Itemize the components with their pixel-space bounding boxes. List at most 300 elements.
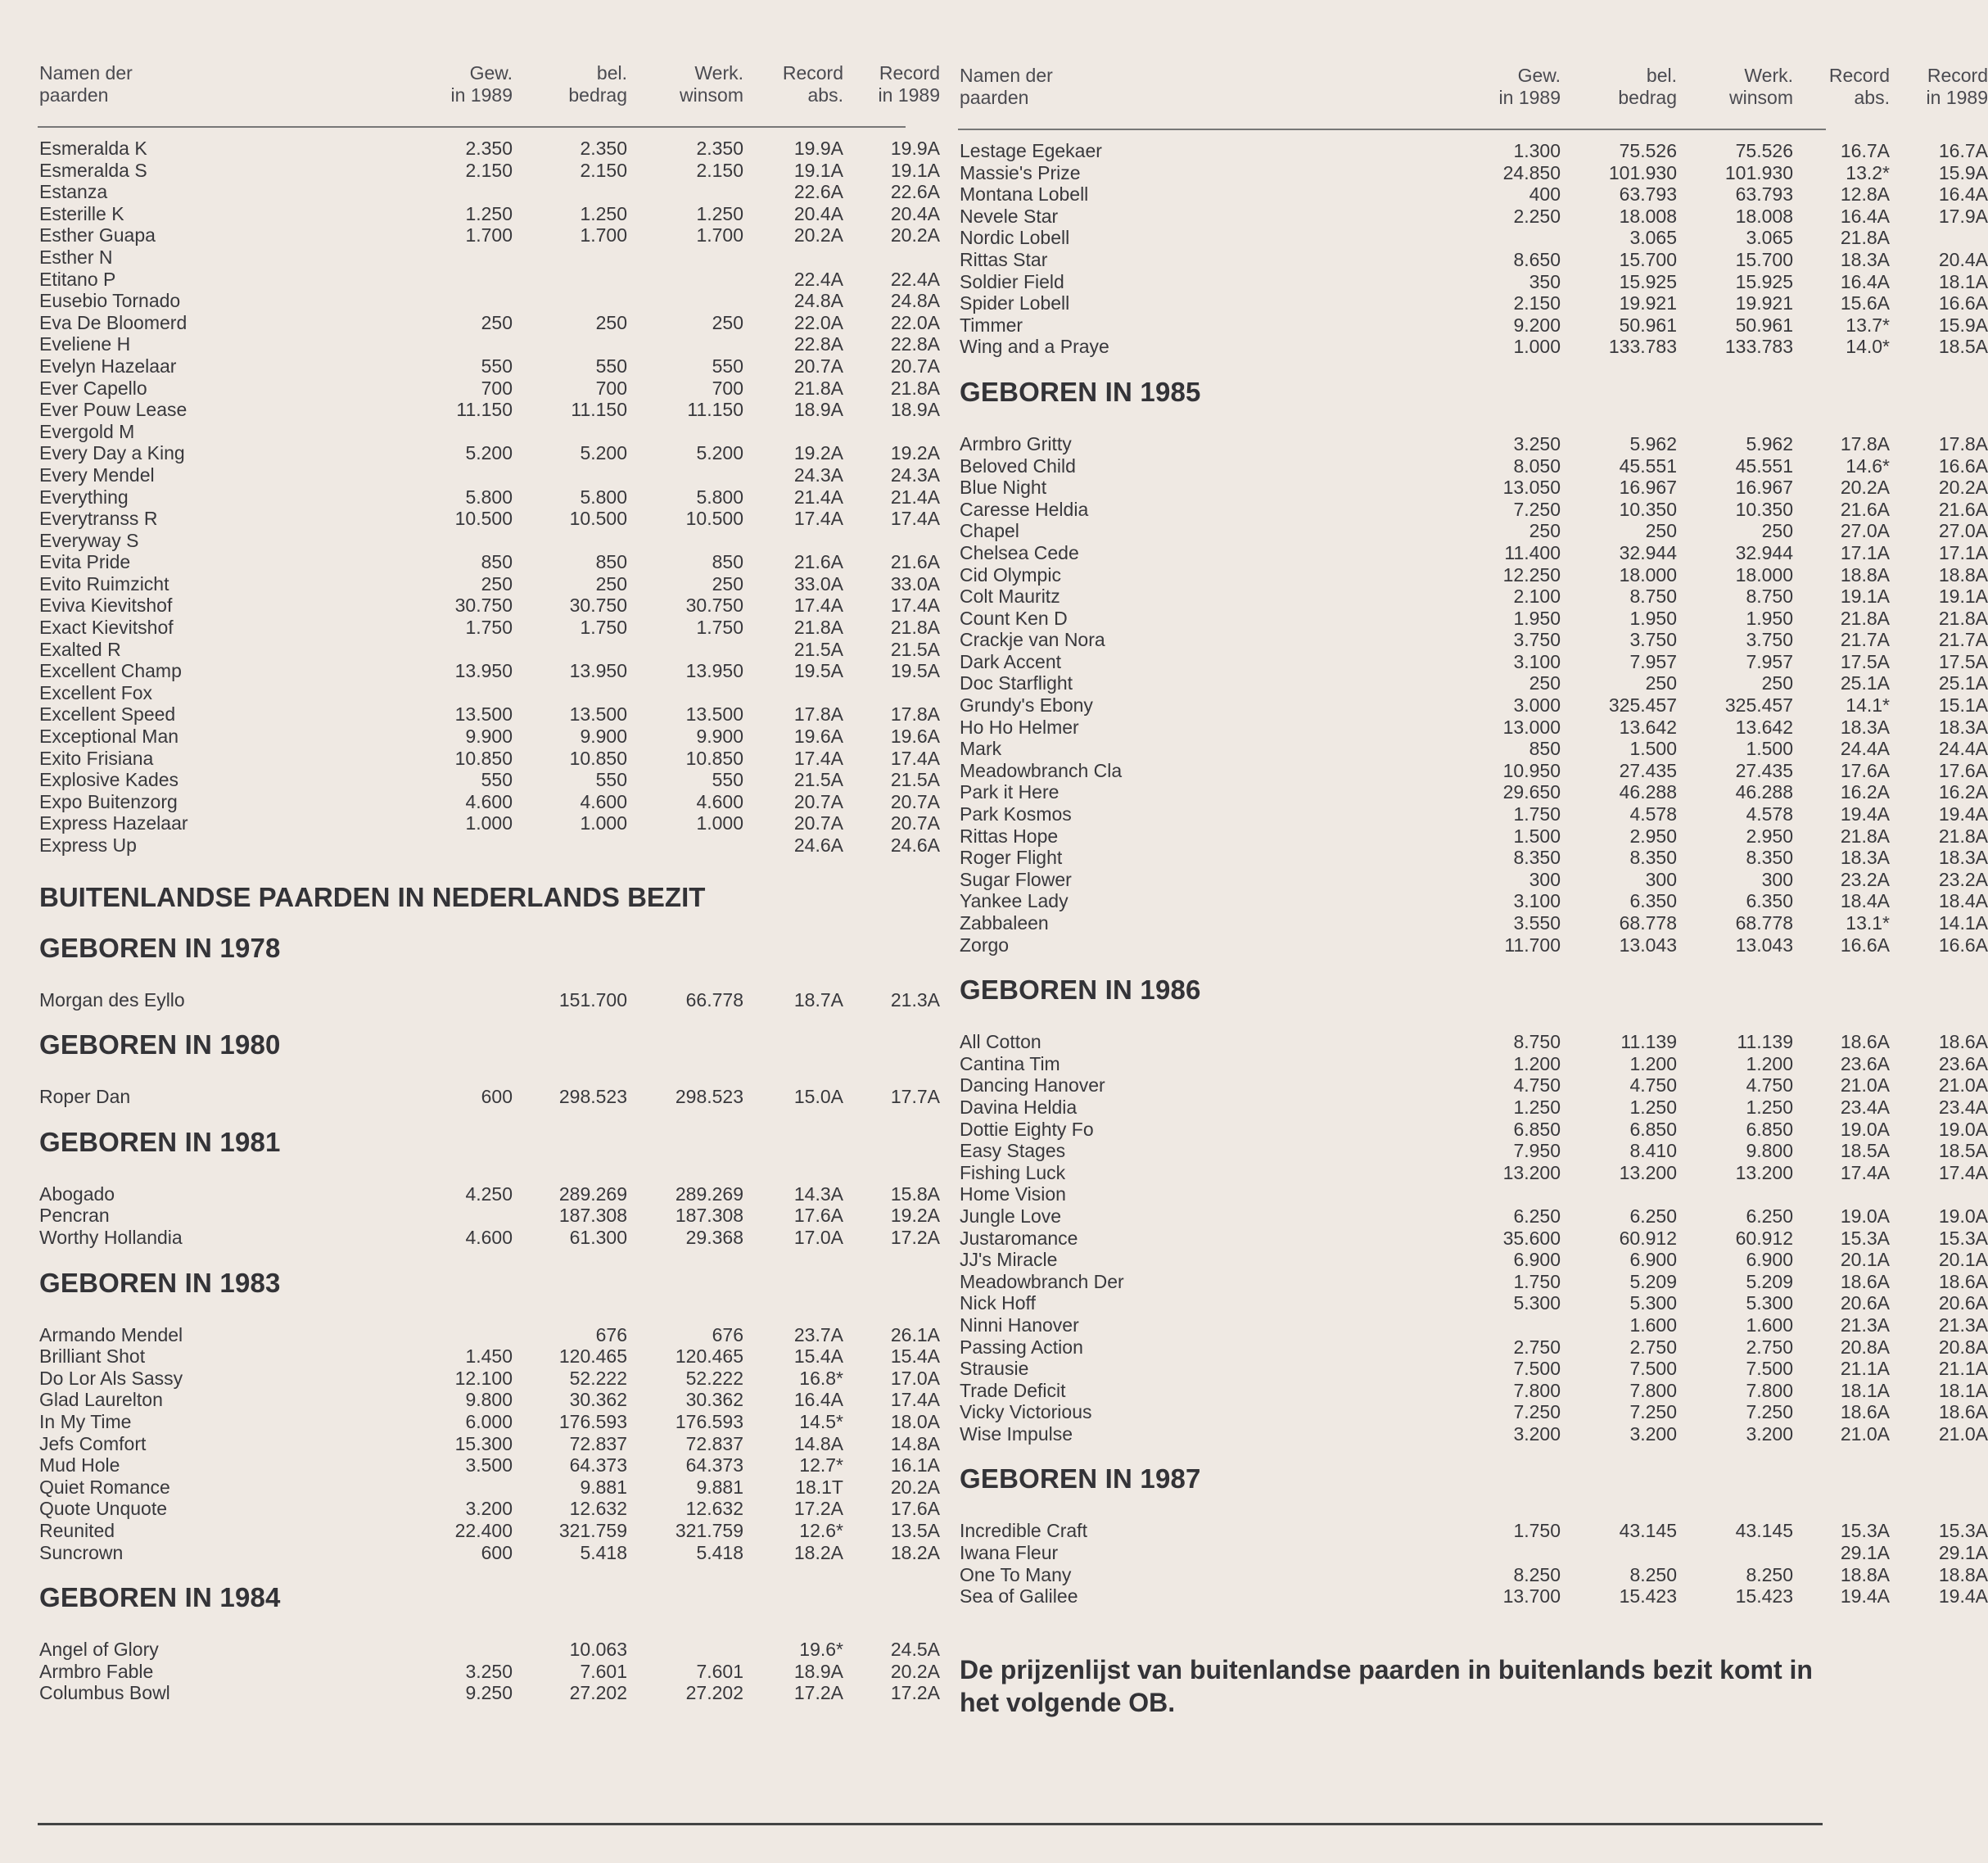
horse-name: Evito Ruimzicht bbox=[39, 572, 169, 595]
bel-bedrag: 298.523 bbox=[558, 1086, 627, 1108]
table-row bbox=[958, 1563, 1988, 1586]
werk-winsom: 19.921 bbox=[1735, 292, 1793, 314]
werk-winsom: 250 bbox=[1761, 672, 1793, 694]
record-1989: 17.2A bbox=[890, 1226, 940, 1248]
header-bel: bel. bedrag bbox=[568, 62, 627, 106]
horse-name: Zabbaleen bbox=[960, 912, 1049, 934]
werk-winsom: 550 bbox=[712, 769, 743, 791]
horse-name: Explosive Kades bbox=[39, 769, 179, 791]
bel-bedrag: 133.783 bbox=[1608, 336, 1677, 358]
horse-name: Armbro Gritty bbox=[960, 432, 1072, 454]
table-row bbox=[38, 224, 940, 246]
record-abs: 21.7A bbox=[1840, 629, 1890, 651]
record-abs: 17.4A bbox=[1840, 1161, 1890, 1183]
record-1989: 21.8A bbox=[890, 377, 940, 399]
horse-name: Every Day a King bbox=[39, 442, 185, 464]
bel-bedrag: 15.700 bbox=[1619, 248, 1677, 270]
record-abs: 17.8A bbox=[1840, 432, 1890, 454]
bel-bedrag: 43.145 bbox=[1619, 1520, 1677, 1542]
table-row bbox=[958, 1585, 1988, 1608]
gew-1989: 3.250 bbox=[1513, 432, 1561, 454]
gew-1989: 1.700 bbox=[465, 224, 513, 246]
horse-name: In My Time bbox=[39, 1410, 132, 1432]
record-abs: 19.2A bbox=[793, 442, 843, 464]
header-bel: bel. bedrag bbox=[1618, 65, 1677, 108]
record-1989: 17.8A bbox=[890, 703, 940, 726]
table-row bbox=[38, 1410, 940, 1433]
record-1989: 15.9A bbox=[1938, 161, 1988, 183]
werk-winsom: 9.800 bbox=[1746, 1140, 1793, 1162]
werk-winsom: 30.362 bbox=[685, 1389, 743, 1411]
werk-winsom: 13.500 bbox=[685, 703, 743, 726]
record-1989: 19.4A bbox=[1938, 1585, 1988, 1608]
record-abs: 19.1A bbox=[1840, 586, 1890, 608]
header-record-abs: Record abs. bbox=[1828, 65, 1890, 108]
record-abs: 19.4A bbox=[1840, 803, 1890, 825]
horse-name: Armando Mendel bbox=[39, 1323, 183, 1345]
horse-name: Sugar Flower bbox=[960, 868, 1072, 890]
table-row bbox=[38, 769, 940, 791]
record-1989: 24.3A bbox=[890, 463, 940, 486]
bel-bedrag: 550 bbox=[595, 769, 627, 791]
gew-1989: 10.500 bbox=[454, 508, 513, 530]
record-1989: 14.8A bbox=[890, 1432, 940, 1454]
horse-name: Esmeralda S bbox=[39, 159, 147, 181]
record-abs: 15.3A bbox=[1840, 1520, 1890, 1542]
horse-name: Excellent Speed bbox=[39, 703, 176, 726]
record-1989: 21.8A bbox=[1938, 825, 1988, 847]
gew-1989: 1.950 bbox=[1513, 607, 1561, 629]
record-abs: 19.1A bbox=[793, 159, 843, 181]
horse-name: Beloved Child bbox=[960, 454, 1076, 477]
werk-winsom: 45.551 bbox=[1735, 454, 1793, 477]
record-abs: 17.1A bbox=[1840, 541, 1890, 563]
bel-bedrag: 325.457 bbox=[1608, 694, 1677, 717]
table-row bbox=[38, 572, 940, 595]
horse-name: Exceptional Man bbox=[39, 726, 179, 748]
gew-1989: 8.750 bbox=[1513, 1031, 1561, 1053]
gew-1989: 9.800 bbox=[465, 1389, 513, 1411]
record-1989: 21.5A bbox=[890, 638, 940, 660]
record-1989: 26.1A bbox=[890, 1323, 940, 1345]
bel-bedrag: 250 bbox=[1645, 520, 1677, 542]
werk-winsom: 16.967 bbox=[1735, 477, 1793, 499]
record-abs: 18.1T bbox=[795, 1476, 843, 1498]
record-1989: 22.4A bbox=[890, 268, 940, 290]
table-row bbox=[38, 1205, 940, 1227]
bel-bedrag: 5.209 bbox=[1629, 1270, 1677, 1292]
record-1989: 21.8A bbox=[890, 617, 940, 639]
table-row bbox=[38, 1639, 940, 1661]
horse-name: Cantina Tim bbox=[960, 1052, 1060, 1074]
table-row bbox=[958, 1314, 1988, 1336]
gew-1989: 3.550 bbox=[1513, 912, 1561, 934]
horse-name: Express Hazelaar bbox=[39, 812, 188, 834]
werk-winsom: 3.065 bbox=[1746, 227, 1793, 249]
werk-winsom: 50.961 bbox=[1735, 314, 1793, 336]
bel-bedrag: 300 bbox=[1645, 868, 1677, 890]
record-abs: 17.6A bbox=[1840, 759, 1890, 781]
werk-winsom: 10.350 bbox=[1735, 498, 1793, 520]
record-1989: 20.2A bbox=[890, 224, 940, 246]
record-1989: 18.8A bbox=[1938, 1563, 1988, 1585]
record-abs: 17.4A bbox=[793, 747, 843, 769]
table-row bbox=[38, 246, 906, 269]
horse-name: Dottie Eighty Fo bbox=[960, 1118, 1094, 1140]
bel-bedrag: 75.526 bbox=[1619, 140, 1677, 161]
gew-1989: 22.400 bbox=[454, 1519, 513, 1541]
bel-bedrag: 850 bbox=[595, 551, 627, 573]
horse-name: Ninni Hanover bbox=[960, 1314, 1079, 1336]
horse-name: Expo Buitenzorg bbox=[39, 790, 178, 812]
record-1989: 24.5A bbox=[890, 1639, 940, 1661]
horse-name: Etitano P bbox=[39, 268, 116, 290]
werk-winsom: 7.500 bbox=[1746, 1358, 1793, 1380]
horse-name: Blue Night bbox=[960, 477, 1047, 499]
record-abs: 29.1A bbox=[1840, 1542, 1890, 1564]
bel-bedrag: 6.350 bbox=[1629, 890, 1677, 912]
horse-name: JJ's Miracle bbox=[960, 1249, 1058, 1271]
table-row bbox=[38, 399, 940, 421]
werk-winsom: 8.350 bbox=[1746, 847, 1793, 869]
header-rule bbox=[958, 129, 1826, 130]
table-row bbox=[38, 1476, 940, 1499]
bottom-rule bbox=[38, 1823, 1823, 1825]
record-abs: 12.8A bbox=[1840, 183, 1890, 206]
record-1989: 15.8A bbox=[890, 1182, 940, 1205]
record-abs: 17.8A bbox=[793, 703, 843, 726]
gew-1989: 1.250 bbox=[1513, 1096, 1561, 1118]
bel-bedrag: 19.921 bbox=[1619, 292, 1677, 314]
gew-1989: 2.100 bbox=[1513, 586, 1561, 608]
record-abs: 21.0A bbox=[1840, 1422, 1890, 1445]
horse-name: Express Up bbox=[39, 834, 137, 856]
gew-1989: 13.050 bbox=[1502, 477, 1561, 499]
table-row bbox=[958, 890, 1988, 912]
bel-bedrag: 68.778 bbox=[1619, 912, 1677, 934]
bel-bedrag: 5.418 bbox=[580, 1541, 627, 1563]
record-1989: 20.7A bbox=[890, 812, 940, 834]
werk-winsom: 7.800 bbox=[1746, 1379, 1793, 1401]
record-1989: 20.4A bbox=[1938, 248, 1988, 270]
horse-name: Cid Olympic bbox=[960, 563, 1061, 586]
record-abs: 20.7A bbox=[793, 355, 843, 377]
horse-name: Esther N bbox=[39, 246, 113, 268]
gew-1989: 1.750 bbox=[465, 617, 513, 639]
bel-bedrag: 16.967 bbox=[1619, 477, 1677, 499]
werk-winsom: 1.250 bbox=[1746, 1096, 1793, 1118]
gew-1989: 13.000 bbox=[1502, 716, 1561, 738]
bel-bedrag: 5.962 bbox=[1629, 432, 1677, 454]
record-abs: 19.4A bbox=[1840, 1585, 1890, 1608]
horse-name: Rittas Hope bbox=[960, 825, 1059, 847]
record-abs: 24.8A bbox=[793, 290, 843, 312]
horse-name: Count Ken D bbox=[960, 607, 1068, 629]
table-row bbox=[958, 161, 1988, 184]
record-abs: 15.4A bbox=[793, 1345, 843, 1368]
horse-name: Excellent Champ bbox=[39, 660, 182, 682]
horse-name: Morgan des Eyllo bbox=[39, 988, 185, 1011]
horse-name: Pencran bbox=[39, 1205, 110, 1227]
horse-name: Incredible Craft bbox=[960, 1520, 1087, 1542]
werk-winsom: 15.423 bbox=[1735, 1585, 1793, 1608]
horse-name: Davina Heldia bbox=[960, 1096, 1078, 1118]
werk-winsom: 250 bbox=[712, 572, 743, 595]
werk-winsom: 30.750 bbox=[685, 595, 743, 617]
gew-1989: 850 bbox=[1529, 738, 1561, 760]
horse-name: Ever Capello bbox=[39, 377, 147, 399]
header-rule bbox=[38, 126, 906, 128]
table-row bbox=[38, 747, 940, 770]
horse-name: Eveliene H bbox=[39, 333, 131, 355]
gew-1989: 8.350 bbox=[1513, 847, 1561, 869]
bel-bedrag: 18.000 bbox=[1619, 563, 1677, 586]
gew-1989: 700 bbox=[481, 377, 513, 399]
horse-name: Ho Ho Helmer bbox=[960, 716, 1079, 738]
gew-1989: 3.750 bbox=[1513, 629, 1561, 651]
record-1989: 17.2A bbox=[890, 1682, 940, 1704]
werk-winsom: 11.150 bbox=[687, 399, 743, 421]
bel-bedrag: 176.593 bbox=[558, 1410, 627, 1432]
record-abs: 23.7A bbox=[793, 1323, 843, 1345]
horse-name: Wing and a Praye bbox=[960, 336, 1109, 358]
table-row bbox=[38, 181, 940, 203]
record-1989: 24.4A bbox=[1938, 738, 1988, 760]
section-title: GEBOREN IN 1986 bbox=[960, 974, 1201, 1006]
header-record-abs: Record abs. bbox=[782, 62, 843, 106]
record-abs: 21.4A bbox=[793, 486, 843, 508]
bel-bedrag: 45.551 bbox=[1619, 454, 1677, 477]
record-abs: 22.4A bbox=[793, 268, 843, 290]
werk-winsom: 298.523 bbox=[675, 1086, 743, 1108]
gew-1989: 13.950 bbox=[454, 660, 513, 682]
horse-name: Passing Action bbox=[960, 1336, 1083, 1358]
gew-1989: 10.850 bbox=[454, 747, 513, 769]
table-row bbox=[958, 140, 1988, 162]
horse-name: Nordic Lobell bbox=[960, 227, 1070, 249]
bel-bedrag: 1.500 bbox=[1629, 738, 1677, 760]
record-abs: 16.6A bbox=[1840, 934, 1890, 956]
werk-winsom: 32.944 bbox=[1735, 541, 1793, 563]
table-row bbox=[38, 333, 940, 355]
horse-name: Trade Deficit bbox=[960, 1379, 1066, 1401]
record-abs: 13.1* bbox=[1846, 912, 1890, 934]
horse-name: Quiet Romance bbox=[39, 1476, 170, 1498]
werk-winsom: 325.457 bbox=[1724, 694, 1793, 717]
record-abs: 24.3A bbox=[793, 463, 843, 486]
horse-name: Strausie bbox=[960, 1358, 1029, 1380]
record-abs: 17.2A bbox=[793, 1682, 843, 1704]
record-1989: 21.4A bbox=[890, 486, 940, 508]
gew-1989: 15.300 bbox=[454, 1432, 513, 1454]
bel-bedrag: 120.465 bbox=[558, 1345, 627, 1368]
record-abs: 20.8A bbox=[1840, 1336, 1890, 1358]
table-row bbox=[958, 629, 1988, 651]
gew-1989: 2.250 bbox=[1513, 205, 1561, 227]
record-1989: 24.6A bbox=[890, 834, 940, 856]
section-table bbox=[38, 1639, 940, 1704]
gew-1989: 1.250 bbox=[465, 202, 513, 224]
gew-1989: 7.950 bbox=[1513, 1140, 1561, 1162]
gew-1989: 1.000 bbox=[1513, 336, 1561, 358]
record-1989: 23.4A bbox=[1938, 1096, 1988, 1118]
gew-1989: 400 bbox=[1529, 183, 1561, 206]
gew-1989: 600 bbox=[481, 1086, 513, 1108]
horse-name: Zorgo bbox=[960, 934, 1010, 956]
bel-bedrag: 8.350 bbox=[1629, 847, 1677, 869]
bel-bedrag: 15.423 bbox=[1619, 1585, 1677, 1608]
section-heading-foreign: BUITENLANDSE PAARDEN IN NEDERLANDS BEZIT bbox=[39, 881, 706, 912]
horse-name: Justaromance bbox=[960, 1227, 1078, 1249]
horse-name: Eviva Kievitshof bbox=[39, 595, 173, 617]
gew-1989: 8.650 bbox=[1513, 248, 1561, 270]
left-top-table bbox=[38, 138, 940, 857]
record-1989: 21.7A bbox=[1938, 629, 1988, 651]
bel-bedrag: 11.150 bbox=[571, 399, 627, 421]
horse-name: Park it Here bbox=[960, 781, 1060, 803]
werk-winsom: 4.600 bbox=[696, 790, 743, 812]
table-row bbox=[958, 563, 1988, 586]
werk-winsom: 3.200 bbox=[1746, 1422, 1793, 1445]
table-row bbox=[958, 1205, 1988, 1228]
werk-winsom: 13.642 bbox=[1735, 716, 1793, 738]
gew-1989: 1.750 bbox=[1513, 1270, 1561, 1292]
bel-bedrag: 550 bbox=[595, 355, 627, 377]
werk-winsom: 66.778 bbox=[685, 988, 743, 1011]
werk-winsom: 43.145 bbox=[1735, 1520, 1793, 1542]
header-werk: Werk. winsom bbox=[680, 62, 743, 106]
bel-bedrag: 10.850 bbox=[569, 747, 627, 769]
table-row bbox=[958, 716, 1988, 739]
gew-1989: 24.850 bbox=[1502, 161, 1561, 183]
werk-winsom: 5.209 bbox=[1746, 1270, 1793, 1292]
bel-bedrag: 250 bbox=[1645, 672, 1677, 694]
werk-winsom: 1.500 bbox=[1746, 738, 1793, 760]
record-abs: 22.8A bbox=[793, 333, 843, 355]
horse-name: Yankee Lady bbox=[960, 890, 1069, 912]
table-row bbox=[958, 1270, 1988, 1293]
record-1989: 22.8A bbox=[890, 333, 940, 355]
bel-bedrag: 250 bbox=[595, 311, 627, 333]
werk-winsom: 300 bbox=[1761, 868, 1793, 890]
horse-name: Abogado bbox=[39, 1182, 115, 1205]
horse-name: Roger Flight bbox=[960, 847, 1063, 869]
record-1989: 19.2A bbox=[890, 1205, 940, 1227]
horse-name: Glad Laurelton bbox=[39, 1389, 163, 1411]
bel-bedrag: 5.300 bbox=[1629, 1292, 1677, 1314]
record-1989: 18.3A bbox=[1938, 716, 1988, 738]
table-row bbox=[958, 1379, 1988, 1402]
header-gew: Gew. in 1989 bbox=[1498, 65, 1561, 108]
record-1989: 21.0A bbox=[1938, 1074, 1988, 1097]
record-1989: 17.4A bbox=[1938, 1161, 1988, 1183]
werk-winsom: 18.000 bbox=[1735, 563, 1793, 586]
horse-name: Every Mendel bbox=[39, 463, 155, 486]
record-abs: 18.4A bbox=[1840, 890, 1890, 912]
gew-1989: 10.950 bbox=[1502, 759, 1561, 781]
record-abs: 23.2A bbox=[1840, 868, 1890, 890]
record-abs: 17.0A bbox=[793, 1226, 843, 1248]
record-1989: 20.4A bbox=[890, 202, 940, 224]
record-1989: 13.5A bbox=[890, 1519, 940, 1541]
record-1989: 20.7A bbox=[890, 790, 940, 812]
table-header bbox=[958, 65, 1988, 140]
werk-winsom: 8.750 bbox=[1746, 586, 1793, 608]
gew-1989: 5.200 bbox=[465, 442, 513, 464]
gew-1989: 12.250 bbox=[1502, 563, 1561, 586]
record-abs: 18.8A bbox=[1840, 563, 1890, 586]
record-1989: 19.0A bbox=[1938, 1205, 1988, 1227]
horse-name: Do Lor Als Sassy bbox=[39, 1367, 183, 1389]
bel-bedrag: 64.373 bbox=[569, 1454, 627, 1476]
record-1989: 22.6A bbox=[890, 181, 940, 203]
werk-winsom: 6.900 bbox=[1746, 1249, 1793, 1271]
horse-name: Columbus Bowl bbox=[39, 1682, 170, 1704]
table-row bbox=[38, 290, 940, 312]
record-abs: 12.7* bbox=[799, 1454, 843, 1476]
horse-name: Soldier Field bbox=[960, 270, 1064, 292]
table-row bbox=[38, 1367, 940, 1390]
left-sections bbox=[38, 932, 940, 1704]
record-abs: 21.5A bbox=[793, 638, 843, 660]
record-abs: 13.2* bbox=[1846, 161, 1890, 183]
record-1989: 17.4A bbox=[890, 595, 940, 617]
werk-winsom: 15.700 bbox=[1735, 248, 1793, 270]
record-1989: 20.8A bbox=[1938, 1336, 1988, 1358]
record-abs: 18.8A bbox=[1840, 1563, 1890, 1585]
record-abs: 13.7* bbox=[1846, 314, 1890, 336]
werk-winsom: 2.750 bbox=[1746, 1336, 1793, 1358]
record-1989: 14.1A bbox=[1938, 912, 1988, 934]
bel-bedrag: 8.250 bbox=[1629, 1563, 1677, 1585]
werk-winsom: 10.500 bbox=[685, 508, 743, 530]
record-1989: 20.1A bbox=[1938, 1249, 1988, 1271]
gew-1989: 3.200 bbox=[1513, 1422, 1561, 1445]
bel-bedrag: 2.350 bbox=[580, 138, 627, 159]
gew-1989: 350 bbox=[1529, 270, 1561, 292]
table-row bbox=[38, 638, 940, 661]
bel-bedrag: 6.250 bbox=[1629, 1205, 1677, 1227]
header-record-1989: Record in 1989 bbox=[878, 62, 940, 106]
section-table bbox=[958, 432, 1988, 956]
werk-winsom: 11.139 bbox=[1737, 1031, 1793, 1053]
record-1989: 16.6A bbox=[1938, 934, 1988, 956]
record-abs: 19.9A bbox=[793, 138, 843, 159]
horse-name: Everything bbox=[39, 486, 129, 508]
table-row bbox=[958, 1074, 1988, 1097]
werk-winsom: 7.601 bbox=[696, 1660, 743, 1682]
horse-name: Colt Mauritz bbox=[960, 586, 1060, 608]
record-1989: 29.1A bbox=[1938, 1542, 1988, 1564]
werk-winsom: 18.008 bbox=[1735, 205, 1793, 227]
record-1989: 16.7A bbox=[1938, 140, 1988, 161]
bel-bedrag: 13.043 bbox=[1619, 934, 1677, 956]
table-row bbox=[38, 790, 940, 813]
table-row bbox=[958, 248, 1988, 271]
record-1989: 18.2A bbox=[890, 1541, 940, 1563]
table-row bbox=[958, 1183, 1826, 1205]
record-1989: 18.5A bbox=[1938, 336, 1988, 358]
record-1989: 18.6A bbox=[1938, 1270, 1988, 1292]
werk-winsom: 321.759 bbox=[675, 1519, 743, 1541]
bel-bedrag: 3.200 bbox=[1629, 1422, 1677, 1445]
record-1989: 16.4A bbox=[1938, 183, 1988, 206]
table-row bbox=[958, 270, 1988, 293]
record-1989: 18.3A bbox=[1938, 847, 1988, 869]
bel-bedrag: 18.008 bbox=[1619, 205, 1677, 227]
record-abs: 18.6A bbox=[1840, 1031, 1890, 1053]
bel-bedrag: 2.150 bbox=[580, 159, 627, 181]
